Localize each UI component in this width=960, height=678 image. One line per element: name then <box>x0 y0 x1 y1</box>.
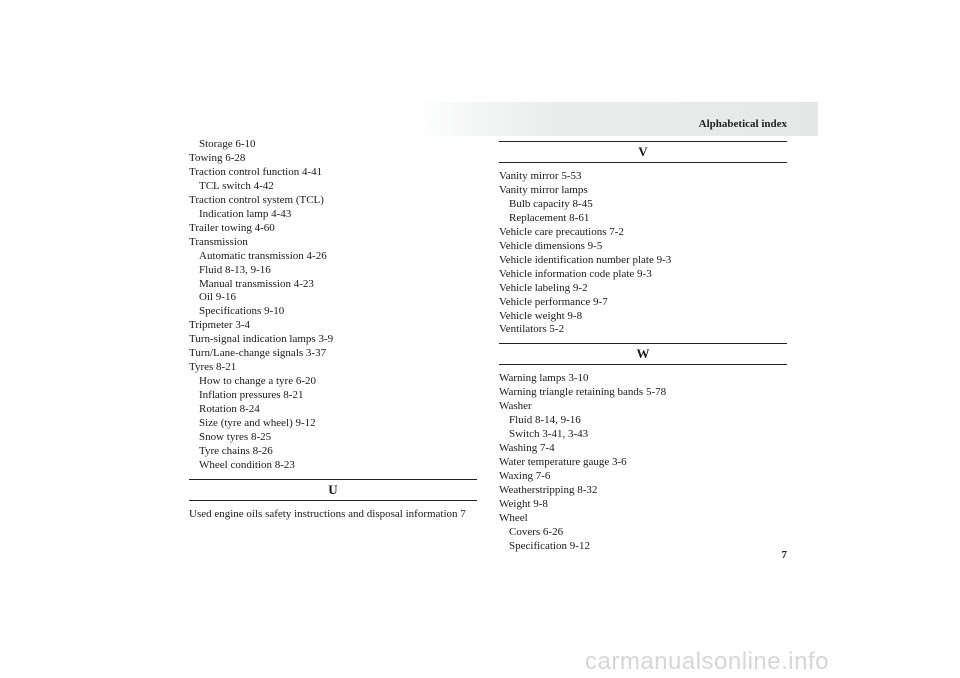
index-entry: Vehicle dimensions 9-5 <box>499 239 603 252</box>
index-entry: Vehicle identification number plate 9-3 <box>499 253 672 266</box>
index-entry: Wheel <box>499 511 528 524</box>
index-entry: Tripmeter 3-4 <box>189 319 251 332</box>
index-entry: Tyres 8-21 <box>189 361 237 374</box>
index-subentry: Rotation 8-24 <box>199 403 260 416</box>
page-header-title: Alphabetical index <box>698 118 787 130</box>
index-entry: Trailer towing 4-60 <box>189 221 275 234</box>
index-entry: Washing 7-4 <box>499 442 555 455</box>
index-subentry: How to change a tyre 6-20 <box>199 375 316 388</box>
index-subentry: Replacement 8-61 <box>509 211 590 224</box>
index-entry: Vanity mirror lamps <box>499 183 588 196</box>
index-column-right <box>499 138 787 554</box>
index-entry: Turn/Lane-change signals 3-37 <box>189 347 327 360</box>
index-column-left <box>189 138 477 522</box>
index-subentry: Specifications 9-10 <box>199 305 285 318</box>
index-subentry: Manual transmission 4-23 <box>199 277 314 290</box>
index-subentry: Oil 9-16 <box>199 291 236 304</box>
index-subentry: TCL switch 4-42 <box>199 179 274 192</box>
index-subentry: Inflation pressures 8-21 <box>199 389 304 402</box>
index-subentry: Storage 6-10 <box>199 138 256 150</box>
index-entry: Vehicle performance 9-7 <box>499 295 608 308</box>
index-entry: Warning lamps 3-10 <box>499 372 589 385</box>
index-entry: Used engine oils safety instructions and disposal information 7 <box>189 507 466 520</box>
index-entry: Weatherstripping 8-32 <box>499 484 598 497</box>
index-subentry: Specification 9-12 <box>509 539 590 552</box>
index-subentry: Fluid 8-14, 9-16 <box>509 414 581 427</box>
watermark: carmanualsonline.info <box>585 648 829 675</box>
section-letter-v: V <box>499 141 787 163</box>
index-subentry: Wheel condition 8-23 <box>199 458 295 471</box>
index-subentry: Snow tyres 8-25 <box>199 431 272 444</box>
page-number: 7 <box>781 549 787 561</box>
index-entry: Waxing 7-6 <box>499 470 551 483</box>
index-entry: Traction control system (TCL) <box>189 193 324 206</box>
index-entry: Turn-signal indication lamps 3-9 <box>189 333 334 346</box>
section-letter-w: W <box>499 343 787 365</box>
index-subentry: Covers 6-26 <box>509 525 564 538</box>
index-subentry: Tyre chains 8-26 <box>199 444 273 457</box>
index-subentry: Size (tyre and wheel) 9-12 <box>199 417 316 430</box>
index-subentry: Fluid 8-13, 9-16 <box>199 263 271 276</box>
index-subentry: Automatic transmission 4-26 <box>199 249 327 262</box>
index-subentry: Bulb capacity 8-45 <box>509 197 593 210</box>
index-subentry: Switch 3-41, 3-43 <box>509 428 589 441</box>
index-entry: Vehicle weight 9-8 <box>499 309 583 322</box>
index-entry: Washer <box>499 400 532 413</box>
index-entry: Transmission <box>189 235 248 248</box>
index-subentry: Indication lamp 4-43 <box>199 207 292 220</box>
index-entry: Vehicle care precautions 7-2 <box>499 225 624 238</box>
index-entry: Vanity mirror 5-53 <box>499 170 582 182</box>
index-entry: Vehicle labeling 9-2 <box>499 281 588 294</box>
index-entry: Ventilators 5-2 <box>499 323 565 336</box>
index-entry: Weight 9-8 <box>499 498 548 511</box>
index-entry: Warning triangle retaining bands 5-78 <box>499 386 667 399</box>
index-entry: Traction control function 4-41 <box>189 165 323 178</box>
index-entry: Vehicle information code plate 9-3 <box>499 267 652 280</box>
section-letter-u: U <box>189 479 477 501</box>
index-entry: Water temperature gauge 3-6 <box>499 456 627 469</box>
index-entry: Towing 6-28 <box>189 151 246 164</box>
